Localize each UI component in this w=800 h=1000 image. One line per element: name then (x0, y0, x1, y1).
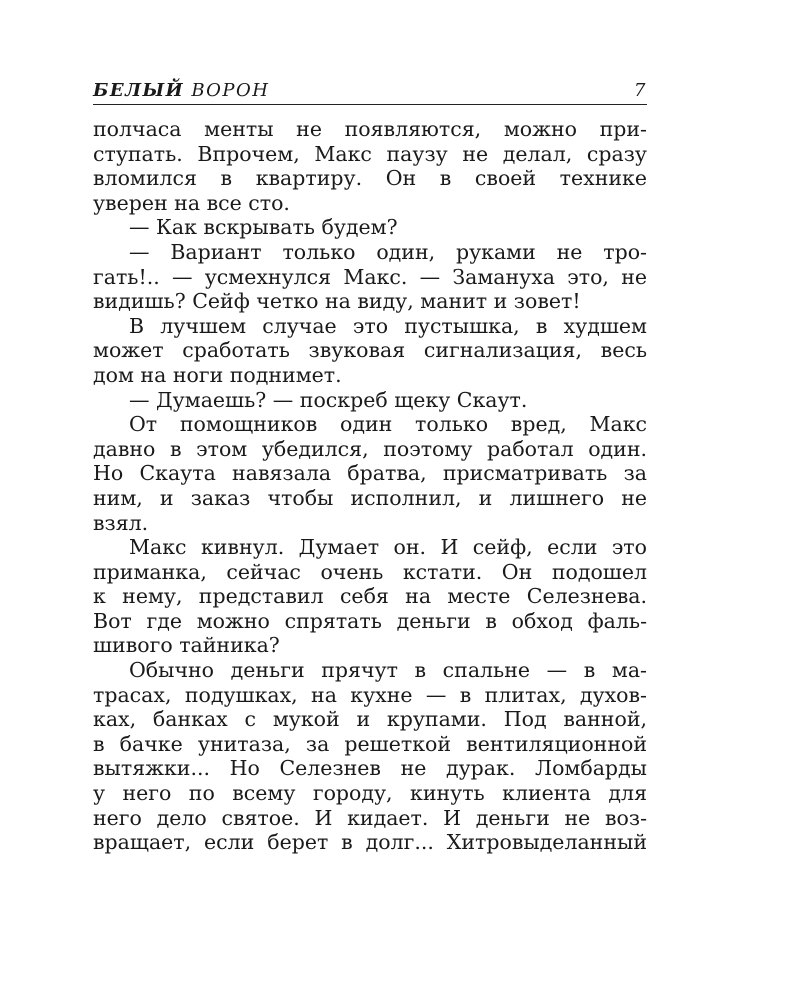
text-line: ним, и заказ чтобы исполнил, и лишнего не (93, 485, 647, 510)
text-line: вломился в квартиру. Он в своей технике (93, 166, 647, 191)
text-line: вытяжки... Но Селезнев не дурак. Ломбарды (93, 756, 647, 781)
text-line: — Вариант только один, руками не тро- (129, 239, 647, 264)
body-text (93, 117, 647, 855)
text-line: может сработать звуковая сигнализация, весь (93, 338, 647, 363)
text-line: Но Скаута навязала братва, присматривать за (93, 461, 647, 486)
text-line: ступать. Впрочем, Макс паузу не делал, сразу (93, 141, 647, 166)
text-line: взял. (93, 510, 149, 535)
text-line: дом на ноги поднимет. (93, 362, 342, 387)
book-title-rest: ВОРОН (191, 80, 270, 101)
text-line: трасах, подушках, на кухне — в плитах, духов- (93, 682, 647, 707)
text-line: полчаса менты не появляются, можно при- (93, 117, 647, 141)
text-line: видишь? Сейф четко на виду, манит и зовет! (93, 289, 581, 314)
text-line: — Как вскрывать будем? (129, 215, 398, 240)
text-line: в бачке унитаза, за решеткой вентиляционной (93, 731, 647, 756)
text-line: От помощников один только вред, Макс (129, 412, 647, 437)
book-title (93, 80, 269, 101)
text-line: у него по всему городу, кинуть клиента для (93, 781, 647, 806)
text-line: него дело святое. И кидает. И деньги не воз- (93, 805, 647, 830)
page-number: 7 (634, 80, 647, 101)
text-line: Вот где можно спрятать деньги в обход фаль- (93, 608, 647, 633)
running-head (93, 78, 647, 105)
text-line: В лучшем случае это пустышка, в худшем (129, 313, 647, 338)
text-line: ках, банках с мукой и крупами. Под ванной, (93, 707, 647, 732)
text-line: приманка, сейчас очень кстати. Он подошел (93, 559, 647, 584)
book-title-bold: БЕЛЫЙ (93, 80, 185, 101)
text-line: уверен на все сто. (93, 190, 290, 215)
text-line: давно в этом убедился, поэтому работал один. (93, 436, 647, 461)
text-line: — Думаешь? — поскреб щеку Скаут. (129, 387, 528, 412)
text-line: Обычно деньги прячут в спальне — в ма- (129, 658, 647, 683)
text-line: гать!.. — усмехнулся Макс. — Замануха это, не (93, 264, 647, 289)
text-line: к нему, представил себя на месте Селезнева. (93, 584, 647, 609)
book-page (93, 78, 647, 855)
text-line: Макс кивнул. Думает он. И сейф, если это (129, 535, 647, 560)
text-line: вращает, если берет в долг... Хитровыделанный (93, 830, 647, 855)
text-line: шивого тайника? (93, 633, 280, 658)
